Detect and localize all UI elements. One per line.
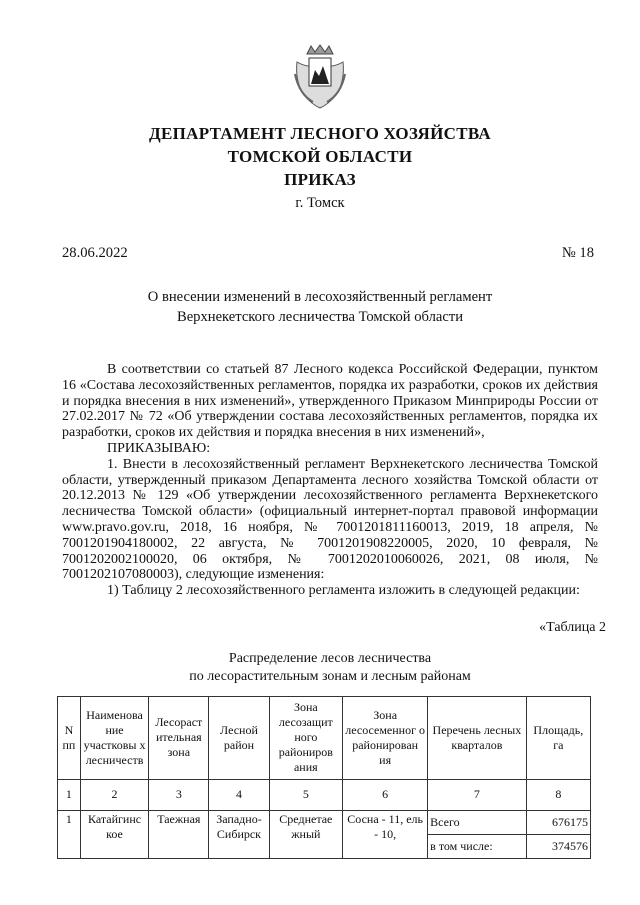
col-number: 4 xyxy=(209,779,269,810)
doc-body xyxy=(62,362,598,599)
doc-number: № 18 xyxy=(561,245,594,261)
cell-area-total: 676175 xyxy=(526,810,590,834)
col-header: Перечень лесных кварталов xyxy=(428,696,527,779)
doc-date: 28.06.2022 xyxy=(62,245,128,261)
paragraph-order: ПРИКАЗЫВАЮ: xyxy=(107,440,211,456)
col-number: 1 xyxy=(58,779,81,810)
col-number: 2 xyxy=(80,779,148,810)
paragraph-subitem1: 1) Таблицу 2 лесохозяйственного регламента изложить в следующей редакции: xyxy=(107,583,580,599)
col-header: Зона лесозащит ного райониров ания xyxy=(269,696,343,779)
doc-content xyxy=(62,362,606,889)
subject-line2: Верхнекетского лесничества Томской области xyxy=(176,309,464,325)
col-header: Наименова ние участковы х лесничеств xyxy=(80,696,148,779)
col-number: 3 xyxy=(149,779,209,810)
org-name-line1: ДЕПАРТАМЕНТ ЛЕСНОГО ХОЗЯЙСТВА xyxy=(148,124,491,143)
cell-district: Западно-Сибирск xyxy=(209,810,269,858)
col-header: Лесораст ительная зона xyxy=(149,696,209,779)
table-number-row xyxy=(58,779,591,810)
table-row xyxy=(58,810,591,834)
col-header: Лесной район xyxy=(209,696,269,779)
paragraph-basis: В соответствии со статьей 87 Лесного кодекса Российской Федерации, пунктом 16 «Состава лесохозяйственных регламентов, порядка их разработки, сроков их действия и порядка внесения в них изменений», утвержденного Приказом Минприроды России от 27.02.2017 № 72 «Об утверждении состава лесохозяйственных регламентов, порядка их разработки, сроков их действия и порядка внесения в них изменений», xyxy=(62,362,598,441)
cell-quarters-including: в том числе: xyxy=(428,834,527,858)
col-header: Зона лесосеменног о районирован ия xyxy=(343,696,428,779)
cell-area-including: 374576 xyxy=(526,834,590,858)
table-title-line1: Распределение лесов лесничества xyxy=(228,650,432,666)
col-number: 8 xyxy=(526,779,590,810)
cell-protect-zone: Среднетае жный xyxy=(269,810,343,858)
org-name-line2: ТОМСКОЙ ОБЛАСТИ xyxy=(227,147,413,166)
coat-of-arms xyxy=(293,44,347,110)
doc-type: ПРИКАЗ xyxy=(284,170,356,189)
col-number: 7 xyxy=(428,779,527,810)
col-number: 6 xyxy=(343,779,428,810)
forest-distribution-table xyxy=(57,696,591,859)
subject-line1: О внесении изменений в лесохозяйственный регламент xyxy=(147,289,493,305)
col-number: 5 xyxy=(269,779,343,810)
table-header-row xyxy=(58,696,591,779)
cell-quarters-total: Всего xyxy=(428,810,527,834)
col-header: Площадь, га xyxy=(526,696,590,779)
paragraph-item1: 1. Внести в лесохозяйственный регламент Верхнекетского лесничества Томской области, утвержденный приказом Департамента лесного хозяйства Томской области от 20.12.2013 № 129 «Об утверждении лесохозяйственного регламента Верхнекетского лесничества Томской области» (официальный интернет-портал правовой информации www.pravo.gov.ru, 2018, 16 ноября, № 7001201811160013, 2019, 18 апреля, № 7001201904180002, 22 августа, № 7001201908220005, 2020, 10 февраля, № 7001202002100020, 06 октября, № 7001202010060026, 2021, 08 июля, № 7001202107080003), следующие изменения: xyxy=(62,456,598,583)
table-label: «Таблица 2 xyxy=(539,619,606,635)
col-header: N пп xyxy=(58,696,81,779)
table-title-line2: по лесорастительным зонам и лесным районам xyxy=(189,668,471,684)
cell-zone: Таежная xyxy=(149,810,209,858)
cell-n: 1 xyxy=(58,810,81,858)
cell-name: Катайгинс кое xyxy=(80,810,148,858)
cell-seed-zone: Сосна - 11, ель - 10, xyxy=(343,810,428,858)
city: г. Томск xyxy=(295,195,345,211)
